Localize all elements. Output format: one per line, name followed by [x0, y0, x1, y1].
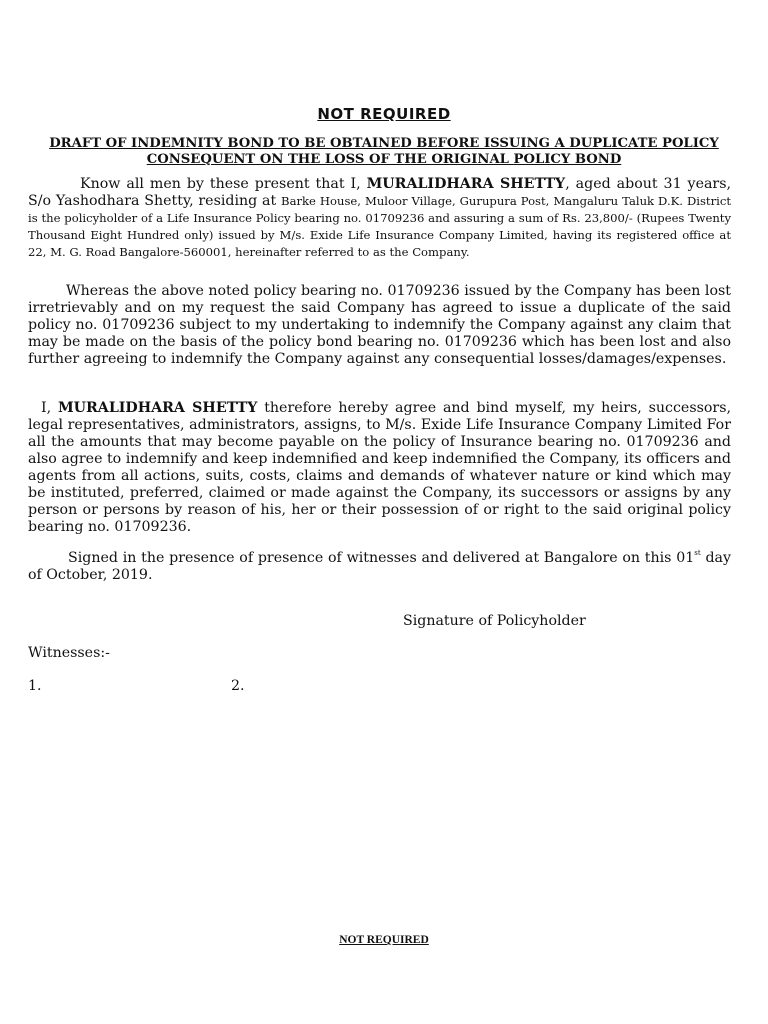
policyholder-name: MURALIDHARA SHETTY [366, 176, 566, 192]
address-and-policy-details: Barke House, Muloor Village, Gurupura Post, Mangaluru Taluk D.K. District is the policyholder of a Life Insurance Policy bearing no. 01709236 and assuring a sum of Rs. 23,800/- (Rupees Twenty Thousand Eight Hundred only) issued by M/s. Exide Life Insurance Company Limited, having its registered office at 22, M. G. Road Bangalore-560001, hereinafter referred to as the Company. [28, 194, 731, 259]
policyholder-declaration-paragraph [28, 176, 731, 261]
signing-text: Signed in the presence of presence of witnesses and delivered at Bangalore on this 01 [68, 550, 695, 566]
agreement-text: therefore hereby agree and bind myself, my heirs, successors, legal representatives, administrators, assigns, to M/s. Exide Life Insurance Company Limited For all the amounts that may become payable on the policy of Insurance bearing no. 01709236 and also agree to indemnify and keep indemnified and keep indemnified the Company, its officers and agents from all actions, suits, costs, claims and demands of whatever nature or kind which may be instituted, preferred, claimed or made against the Company, its successors or assigns by any person or persons by reason of his, her or their possession of or right to the said original policy bearing no. 01709236. [28, 400, 731, 535]
bond-title-line-1: DRAFT OF INDEMNITY BOND TO BE OBTAINED BEFORE ISSUING A DUPLICATE POLICY [49, 136, 719, 151]
signing-statement-paragraph [28, 550, 731, 584]
signature-label: Signature of Policyholder [403, 613, 586, 629]
bond-title [20, 136, 748, 168]
witness-2-number: 2. [231, 678, 245, 694]
witness-1-number: 1. [28, 678, 42, 694]
not-required-footer: NOT REQUIRED [339, 934, 429, 946]
witnesses-label: Witnesses:- [28, 645, 110, 661]
bond-title-line-2: CONSEQUENT ON THE LOSS OF THE ORIGINAL POLICY BOND [146, 152, 622, 167]
agreement-policyholder-name: MURALIDHARA SHETTY [57, 400, 258, 416]
declaration-intro: Know all men by these present that I, [80, 176, 367, 192]
loss-statement-text: Whereas the above noted policy bearing no. 01709236 issued by the Company has been lost irretrievably and on my request the said Company has agreed to issue a duplicate of the said policy no. 01709236 subject to my undertaking to indemnify the Company against any claim that may be made on the basis of the policy bond bearing no. 01709236 which has been lost and also further agreeing to indemnify the Company against any consequential losses/damages/expenses. [28, 283, 731, 367]
agreement-intro: I, [41, 400, 58, 416]
declaration-details: , aged about 31 years, S/o Yashodhara Shetty, residing at [28, 176, 731, 209]
signing-date: day of October, 2019. [28, 550, 731, 583]
loss-statement-paragraph [28, 283, 731, 368]
not-required-heading: NOT REQUIRED [317, 105, 451, 123]
indemnity-agreement-paragraph [28, 400, 731, 536]
date-superscript: st [694, 549, 701, 557]
